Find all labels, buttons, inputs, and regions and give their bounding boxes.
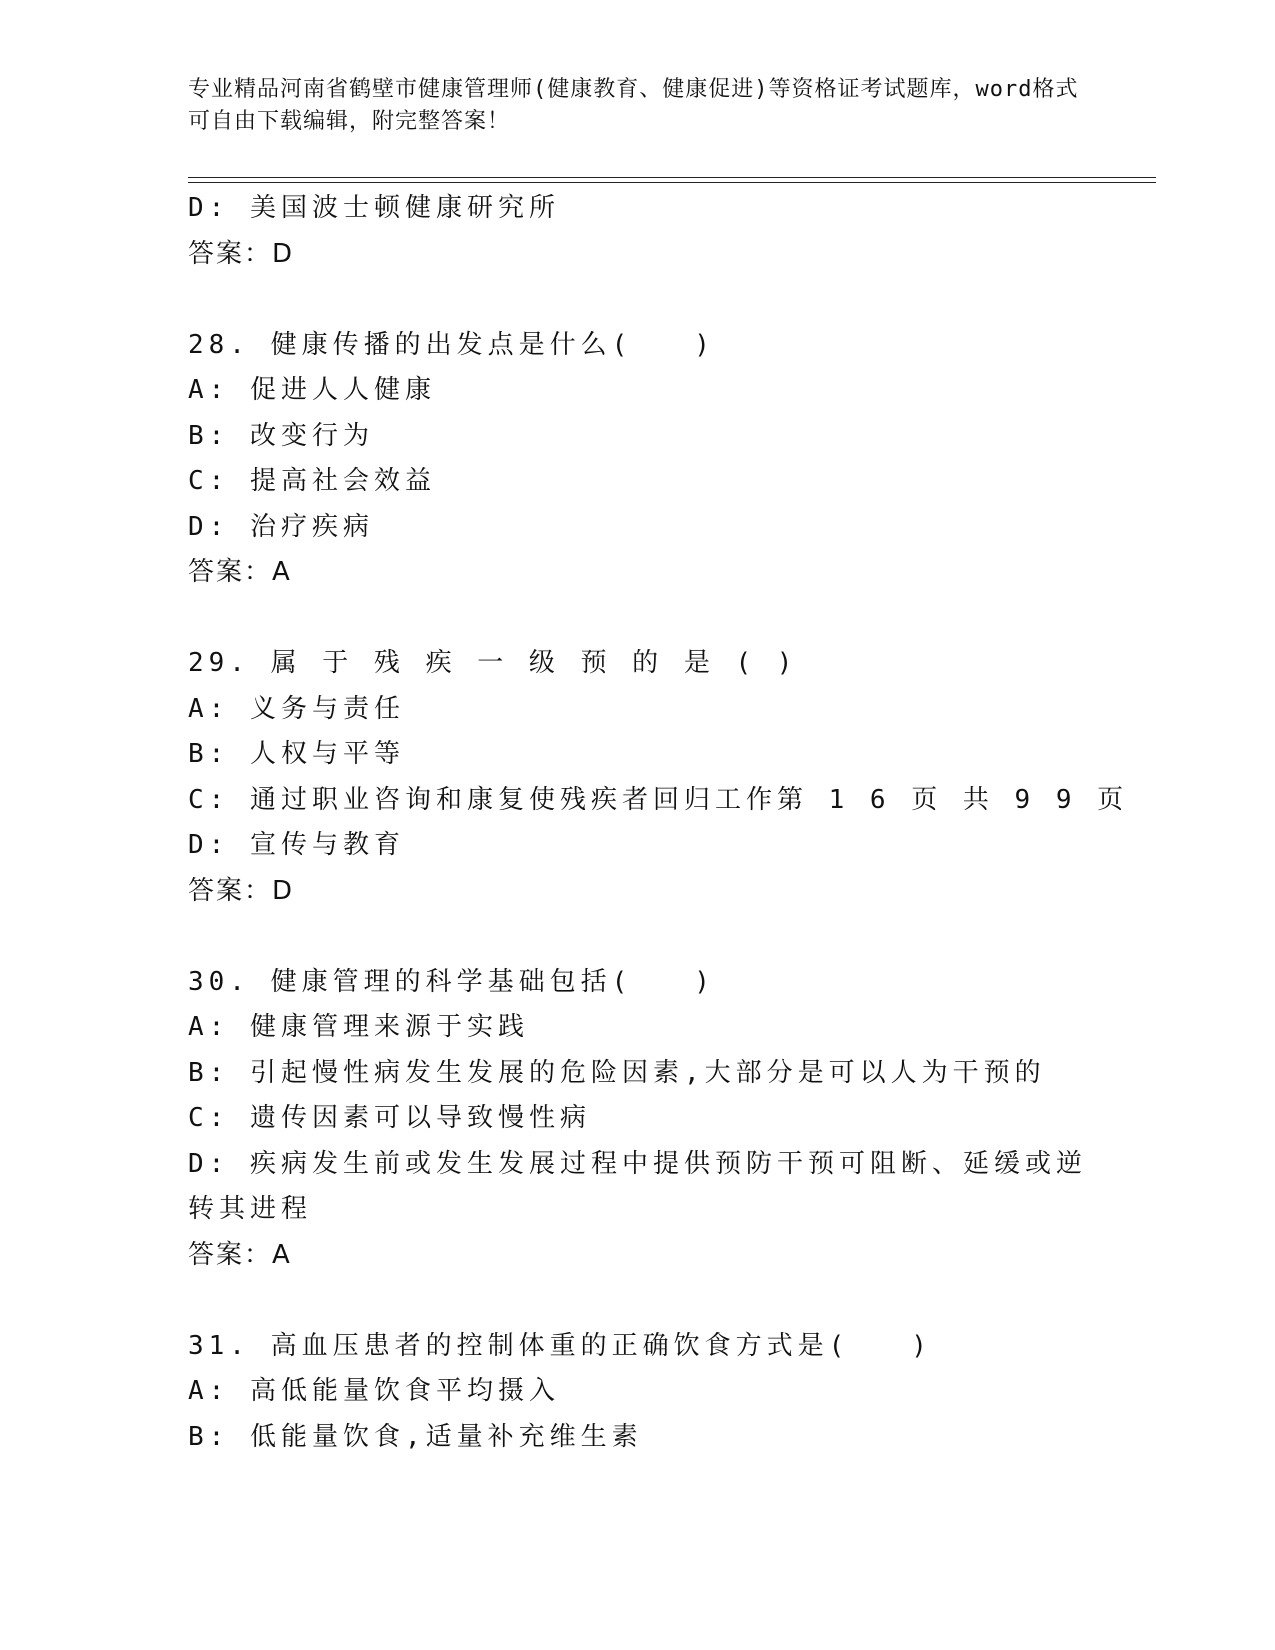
- question-28: [188, 323, 1088, 596]
- option-b: B: 低能量饮食,适量补充维生素: [188, 1421, 643, 1452]
- question-stem: 28. 健康传播的出发点是什么( ): [188, 329, 715, 360]
- answer-line: 答案：A: [188, 557, 292, 587]
- spacer: [188, 914, 1088, 960]
- option-b: B: 改变行为: [188, 420, 374, 451]
- option-c: C: 遗传因素可以导致慢性病: [188, 1103, 591, 1133]
- header-rule-bottom: [188, 182, 1156, 183]
- document-header: 专业精品河南省鹤壁市健康管理师(健康教育、健康促进)等资格证考试题库，word格式可自由下载编辑，附完整答案！: [188, 77, 1079, 134]
- option-d: D: 宣传与教育: [188, 830, 405, 860]
- question-stem: 31. 高血压患者的控制体重的正确饮食方式是( ): [188, 1330, 932, 1361]
- option-a: A: 高低能量饮食平均摄入: [188, 1376, 560, 1406]
- spacer: [188, 1278, 1088, 1324]
- question-stem: 29. 属 于 残 疾 一 级 预 的 是 ( ): [188, 648, 798, 678]
- option-a: A: 促进人人健康: [188, 375, 436, 405]
- question-31: [188, 1324, 1088, 1461]
- answer-line: 答案：D: [188, 875, 295, 906]
- header-rule-top: [188, 177, 1156, 178]
- spacer: [188, 277, 1088, 323]
- answer-line: 答案：A: [188, 1239, 292, 1270]
- option-c: C: 通过职业咨询和康复使残疾者回归工作第 1 6 页 共 9 9 页: [188, 784, 1129, 815]
- spacer: [188, 596, 1088, 642]
- option-a: A: 健康管理来源于实践: [188, 1012, 529, 1042]
- option-b: B: 引起慢性病发生发展的危险因素,大部分是可以人为干预的: [188, 1057, 1046, 1088]
- question-27-option-d: D: 美国波士顿健康研究所: [188, 193, 560, 223]
- option-a: A: 义务与责任: [188, 693, 405, 724]
- option-b: B: 人权与平等: [188, 739, 405, 769]
- question-stem: 30. 健康管理的科学基础包括( ): [188, 966, 715, 997]
- option-d: D: 疾病发生前或发生发展过程中提供预防干预可阻断、延缓或逆转其进程: [188, 1148, 1087, 1224]
- question-content: [188, 186, 1129, 1460]
- question-27-answer: 答案：D: [188, 238, 295, 269]
- question-30: [188, 960, 1088, 1279]
- question-29: [188, 641, 1129, 914]
- option-c: C: 提高社会效益: [188, 466, 436, 496]
- option-d: D: 治疗疾病: [188, 511, 374, 542]
